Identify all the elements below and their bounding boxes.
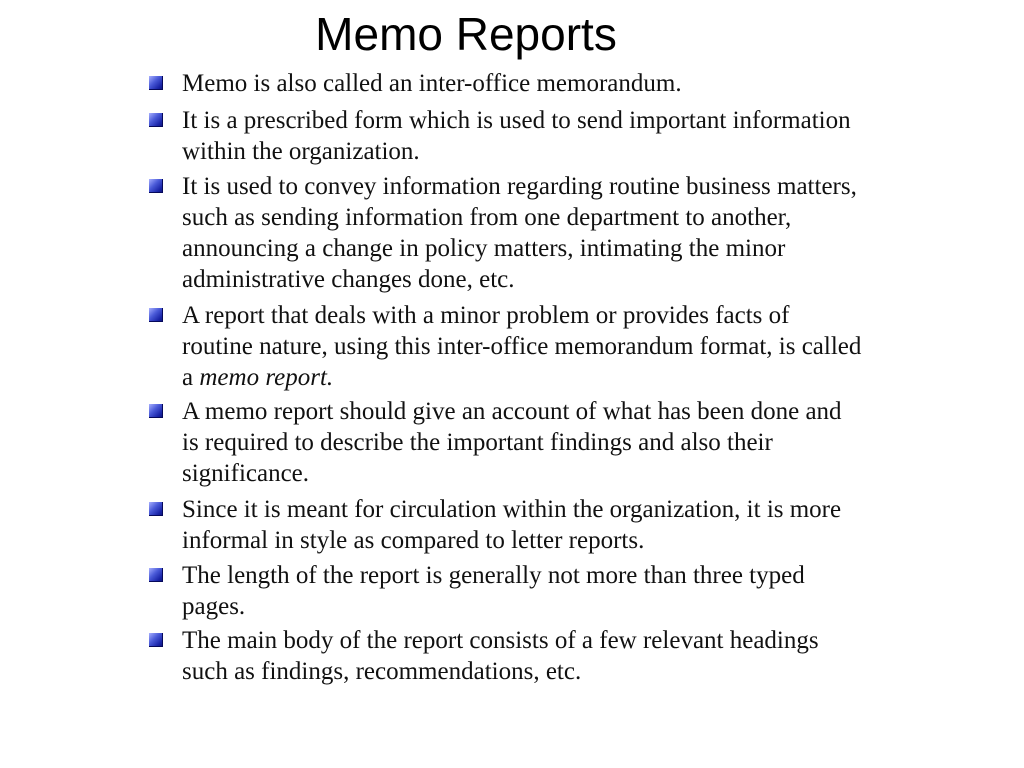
bullet-text bbox=[182, 300, 972, 393]
emphasis-text: memo report. bbox=[199, 364, 334, 391]
bullet-text bbox=[182, 560, 972, 622]
bullet-text bbox=[182, 494, 972, 556]
blue-square-bullet-icon bbox=[149, 633, 163, 647]
slide-title: Memo Reports bbox=[315, 8, 617, 60]
bullet-line: such as findings, recommendations, etc. bbox=[182, 658, 582, 685]
bullet-line: announcing a change in policy matters, intimating the minor bbox=[182, 235, 786, 262]
bullet-line-prefix: a bbox=[182, 364, 200, 391]
blue-square-bullet-icon bbox=[149, 502, 163, 516]
bullet-line: It is used to convey information regarding routine business matters, bbox=[182, 173, 857, 200]
bullet-line: Memo is also called an inter-office memorandum. bbox=[182, 70, 682, 97]
bullet-line: administrative changes done, etc. bbox=[182, 266, 515, 293]
blue-square-bullet-icon bbox=[149, 76, 163, 90]
blue-square-bullet-icon bbox=[149, 113, 163, 127]
bullet-line: The length of the report is generally not more than three typed bbox=[182, 562, 805, 589]
bullet-line: A report that deals with a minor problem or provides facts of bbox=[182, 302, 790, 329]
bullet-text bbox=[182, 171, 972, 295]
blue-square-bullet-icon bbox=[149, 308, 163, 322]
bullet-line: A memo report should give an account of what has been done and bbox=[182, 398, 842, 425]
blue-square-bullet-icon bbox=[149, 404, 163, 418]
bullet-line: significance. bbox=[182, 460, 310, 487]
blue-square-bullet-icon bbox=[149, 568, 163, 582]
blue-square-bullet-icon bbox=[149, 179, 163, 193]
bullet-text bbox=[182, 105, 972, 167]
bullet-line bbox=[182, 362, 972, 393]
bullet-line: pages. bbox=[182, 593, 246, 620]
bullet-line: such as sending information from one department to another, bbox=[182, 204, 792, 231]
bullet-line: is required to describe the important findings and also their bbox=[182, 429, 773, 456]
bullet-line: routine nature, using this inter-office memorandum format, is called bbox=[182, 333, 862, 360]
bullet-text bbox=[182, 396, 972, 489]
bullet-text bbox=[182, 625, 972, 687]
bullet-line: within the organization. bbox=[182, 138, 420, 165]
bullet-line: Since it is meant for circulation within the organization, it is more bbox=[182, 496, 842, 523]
bullet-line: informal in style as compared to letter reports. bbox=[182, 527, 645, 554]
bullet-text bbox=[182, 68, 972, 99]
bullet-line: The main body of the report consists of a few relevant headings bbox=[182, 627, 819, 654]
bullet-line: It is a prescribed form which is used to send important information bbox=[182, 107, 851, 134]
